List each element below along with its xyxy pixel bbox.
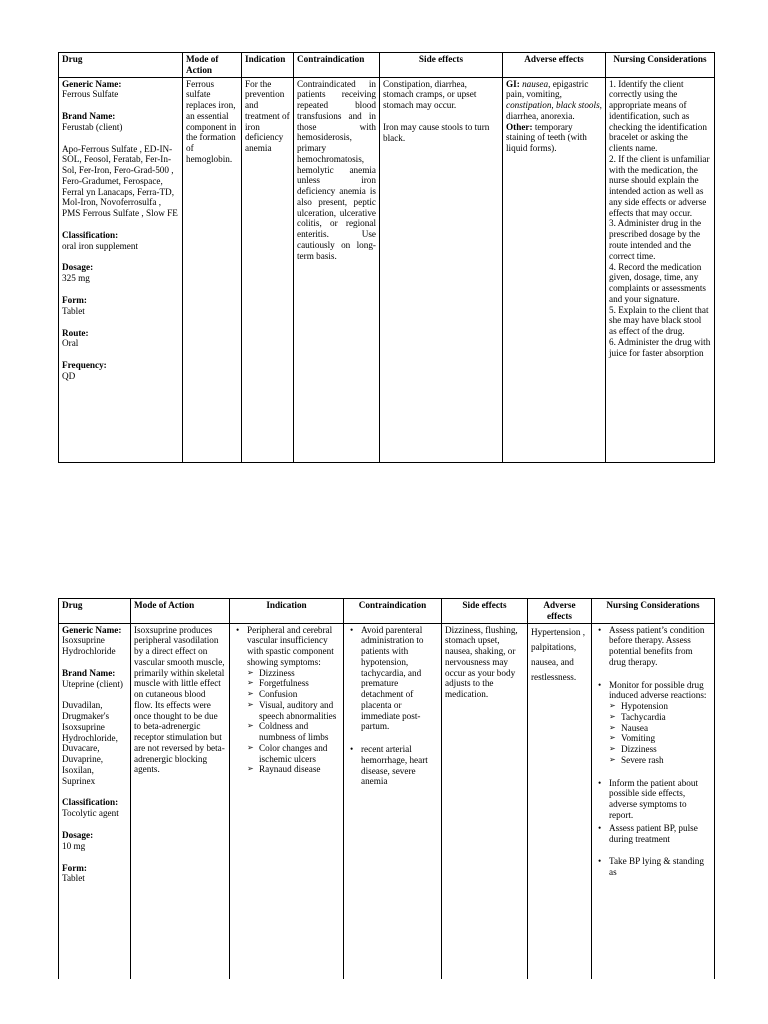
side-effects-cell bbox=[380, 77, 503, 462]
header-contraindication: Contraindication bbox=[294, 53, 380, 78]
nursing-text: Monitor for possible drug induced adverse reactions: bbox=[609, 679, 707, 701]
adverse-other-text: temporary staining of teeth (with liquid forms). bbox=[506, 121, 587, 154]
adverse-constipation: constipation, black stools, bbox=[506, 100, 602, 111]
other-label: Other: bbox=[506, 121, 533, 132]
header-drug: Drug bbox=[59, 53, 183, 78]
header-adverse-effects: Adverse effects bbox=[528, 599, 592, 624]
reaction-item: ➢ Tachycardia bbox=[621, 712, 711, 723]
adverse-gi-text: diarrhea, anorexia. bbox=[506, 110, 575, 121]
table-row bbox=[59, 623, 715, 979]
nursing-item: 3. Administer drug in the prescribed dosage by the route intended and the correct time. bbox=[609, 218, 702, 261]
contraindication-cell: Contraindicated in patients receiving repeated blood transfusions and in those with hemosiderosis, primary hemochromatosis, hemolytic anemia unless iron deficiency anemia is also present, peptic ulceration, ulcerative colitis, or regional enteritis. Use cautiously on long-term basis. bbox=[294, 77, 380, 462]
header-side-effects: Side effects bbox=[380, 53, 503, 78]
symptom-item: ➢ Coldness and numbness of limbs bbox=[259, 721, 340, 743]
header-row bbox=[59, 599, 715, 624]
nursing-item: 4. Record the medication given, dosage, time, any complaints or assessments and your signature. bbox=[609, 261, 706, 304]
header-row bbox=[59, 53, 715, 78]
classification-label: Classification: bbox=[62, 229, 119, 240]
route: Oral bbox=[62, 338, 79, 349]
classification: oral iron supplement bbox=[62, 240, 139, 251]
classification: Tocolytic agent bbox=[62, 808, 119, 819]
classification-label: Classification: bbox=[62, 797, 119, 808]
generic-name-label: Generic Name: bbox=[62, 78, 122, 89]
side-effects-cell: Dizziness, flushing, stomach upset, nausea, shaking, or nervousness may occur as your body adjusts to the medication. bbox=[442, 623, 528, 979]
header-nursing-considerations: Nursing Considerations bbox=[592, 599, 715, 624]
header-mode-of-action: Mode of Action bbox=[183, 53, 242, 78]
frequency: QD bbox=[62, 370, 76, 381]
form: Tablet bbox=[62, 873, 85, 884]
drug-table-isoxsuprine bbox=[58, 598, 715, 979]
table-row bbox=[59, 77, 715, 462]
drug-cell bbox=[59, 77, 183, 462]
nursing-considerations-cell bbox=[592, 623, 715, 979]
brand-name: Ferustab (client) bbox=[62, 121, 123, 132]
list-item: • recent arterial hemorrhage, heart disease, severe anemia bbox=[361, 744, 438, 787]
symptom-item: ➢ Visual, auditory and speech abnormalities bbox=[259, 700, 340, 722]
list-item: • Inform the patient about possible side effects, adverse symptoms to report. bbox=[609, 778, 711, 821]
symptom-item: ➢ Confusion bbox=[259, 689, 340, 700]
dosage-label: Dosage: bbox=[62, 830, 94, 841]
contraindication-cell bbox=[344, 623, 442, 979]
list-item bbox=[247, 625, 340, 776]
mode-of-action-cell: Isoxsuprine produces peripheral vasodilation by a direct effect on vascular smooth muscle, primarily within skeletal muscle with little effect on cutaneous blood flow. Its effects were once thought to be due to beta-adrenergic receptor stimulation but are not reversed by beta-adrenergic blocking agents. bbox=[131, 623, 230, 979]
adverse-effects-cell: Hypertension , palpitations, nausea, and restlessness. bbox=[528, 623, 592, 979]
generic-name: Isoxsuprine Hydrochloride bbox=[62, 635, 116, 657]
header-mode-of-action: Mode of Action bbox=[131, 599, 230, 624]
adverse-nausea: nausea bbox=[522, 78, 549, 89]
brand-name-label: Brand Name: bbox=[62, 667, 116, 678]
list-item: • Take BP lying & standing as bbox=[609, 856, 711, 878]
symptom-item: ➢ Color changes and ischemic ulcers bbox=[259, 743, 340, 765]
other-brand-names: Apo-Ferrous Sulfate , ED-IN-SOL, Feosol, Feratab, Fer-In-Sol, Fer-Iron, Fero-Grad-500 , Fero-Gradumet, Ferospace, Ferral yn Lanacaps, Ferra-TD, Mol-Iron, Novoferrosulfa , PMS Ferrous Sulfate , Slow FE bbox=[62, 143, 178, 219]
other-brand-names: Duvadilan, Drugmaker's Isoxsuprine Hydrochloride, Duvacare, Duvaprine, Isoxilan, Suprinex bbox=[62, 700, 118, 786]
indication-cell: For the prevention and treatment of iron deficiency anemia bbox=[242, 77, 294, 462]
symptom-item: ➢ Dizziness bbox=[259, 668, 340, 679]
indication-text: Peripheral and cerebral vascular insufficiency with spastic component showing symptoms: bbox=[247, 624, 334, 667]
symptom-item: ➢ Raynaud disease bbox=[259, 764, 340, 775]
side-effect-text: Constipation, diarrhea, stomach cramps, or upset stomach may occur. bbox=[383, 78, 477, 111]
header-side-effects: Side effects bbox=[442, 599, 528, 624]
list-item: • Assess patient BP, pulse during treatment bbox=[609, 823, 711, 845]
header-indication: Indication bbox=[230, 599, 344, 624]
nursing-considerations-cell bbox=[606, 77, 715, 462]
nursing-item: 6. Administer the drug with juice for faster absorption bbox=[609, 336, 711, 358]
drug-cell bbox=[59, 623, 131, 979]
form: Tablet bbox=[62, 305, 85, 316]
list-item bbox=[609, 680, 711, 766]
brand-name-label: Brand Name: bbox=[62, 111, 116, 122]
reaction-item: ➢ Nausea bbox=[621, 723, 711, 734]
nursing-item: 1. Identify the client correctly using the appropriate means of identification, such as checking the identification bracelet or asking the clients name. bbox=[609, 78, 707, 154]
dosage: 10 mg bbox=[62, 840, 86, 851]
symptom-item: ➢ Forgetfulness bbox=[259, 678, 340, 689]
side-effect-text: Iron may cause stools to turn black. bbox=[383, 121, 490, 143]
adverse-effects-cell bbox=[503, 77, 606, 462]
route-label: Route: bbox=[62, 327, 89, 338]
frequency-label: Frequency: bbox=[62, 360, 107, 371]
drug-table-ferrous-sulfate bbox=[58, 52, 715, 463]
nursing-item: 5. Explain to the client that she may have black stool as effect of the drug. bbox=[609, 304, 709, 337]
header-indication: Indication bbox=[242, 53, 294, 78]
list-item: • Assess patient’s condition before therapy. Assess potential benefits from drug therapy. bbox=[609, 625, 711, 668]
reaction-item: ➢ Dizziness bbox=[621, 744, 711, 755]
form-label: Form: bbox=[62, 295, 87, 306]
generic-name: Ferrous Sulfate bbox=[62, 89, 119, 100]
list-item: • Avoid parenteral administration to patients with hypotension, tachycardia, and premature detachment of placenta or immediate post-partum. bbox=[361, 625, 438, 733]
gi-label: GI: bbox=[506, 78, 520, 89]
form-label: Form: bbox=[62, 862, 87, 873]
mode-of-action-cell: Ferrous sulfate replaces iron, an essential component in the formation of hemoglobin. bbox=[183, 77, 242, 462]
header-nursing-considerations: Nursing Considerations bbox=[606, 53, 715, 78]
reaction-item: ➢ Vomiting bbox=[621, 733, 711, 744]
nursing-item: 2. If the client is unfamiliar with the medication, the nurse should explain the intended action as well as any side effects or adverse effects that may occur. bbox=[609, 153, 710, 218]
header-adverse-effects: Adverse effects bbox=[503, 53, 606, 78]
generic-name-label: Generic Name: bbox=[62, 624, 122, 635]
indication-cell bbox=[230, 623, 344, 979]
dosage: 325 mg bbox=[62, 273, 90, 284]
reaction-item: ➢ Hypotension bbox=[621, 701, 711, 712]
brand-name: Uteprine (client) bbox=[62, 678, 123, 689]
adverse-gi-text: , epigastric pain, bbox=[506, 78, 589, 100]
header-drug: Drug bbox=[59, 599, 131, 624]
header-contraindication: Contraindication bbox=[344, 599, 442, 624]
dosage-label: Dosage: bbox=[62, 262, 94, 273]
reaction-item: ➢ Severe rash bbox=[621, 755, 711, 766]
adverse-vomiting: vomiting, bbox=[526, 89, 562, 100]
